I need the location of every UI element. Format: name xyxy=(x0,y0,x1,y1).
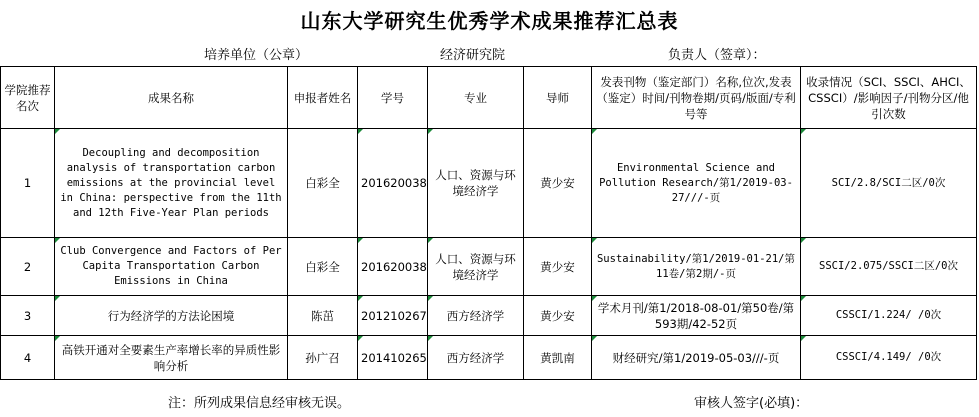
row-student-id: 201620038 xyxy=(358,238,428,296)
table-row xyxy=(1,238,977,296)
row-rank: 2 xyxy=(1,238,55,296)
header-publication: 发表刊物（鉴定部门）名称,位次,发表（鉴定）时间/刊物卷期/页码/版面/专利号等 xyxy=(592,67,801,129)
row-name: 陈茁 xyxy=(288,296,358,336)
row-advisor: 黄凯南 xyxy=(524,336,592,380)
header-major: 专业 xyxy=(428,67,524,129)
unit-value: 经济研究院 xyxy=(440,48,506,63)
row-rank: 1 xyxy=(1,129,55,238)
row-indexing: CSSCI/4.149/ /0次 xyxy=(801,336,977,380)
row-title: Decoupling and decomposition analysis of transportation carbon emissions at the provincial level in China: perspective from the 11th and 12th Five-Year Plan periods xyxy=(55,129,288,238)
table-row xyxy=(1,296,977,336)
row-name: 白彩全 xyxy=(288,129,358,238)
row-publication: 财经研究/第1/2019-05-03///-页 xyxy=(592,336,801,380)
row-major: 人口、资源与环境经济学 xyxy=(428,238,524,296)
header-name: 申报者姓名 xyxy=(288,67,358,129)
row-student-id: 201410265 xyxy=(358,336,428,380)
footer-note: 注：所列成果信息经审核无误。 xyxy=(168,396,351,411)
row-rank: 4 xyxy=(1,336,55,380)
row-rank: 3 xyxy=(1,296,55,336)
row-publication: Sustainability/第1/2019-01-21/第11卷/第2期/-页 xyxy=(592,238,801,296)
report-title: 山东大学研究生优秀学术成果推荐汇总表 xyxy=(300,8,679,33)
row-advisor: 黄少安 xyxy=(524,296,592,336)
unit-label: 培养单位（公章） xyxy=(204,48,309,63)
row-title: 高铁开通对全要素生产率增长率的异质性影响分析 xyxy=(55,336,288,380)
table-row xyxy=(1,336,977,380)
header-title: 成果名称 xyxy=(55,67,288,129)
row-indexing: SSCI/2.075/SSCI二区/0次 xyxy=(801,238,977,296)
results-table xyxy=(0,66,977,380)
row-name: 白彩全 xyxy=(288,238,358,296)
header-indexing: 收录情况（SCI、SSCI、AHCI、CSSCI）/影响因子/刊物分区/他引次数 xyxy=(801,67,977,129)
row-advisor: 黄少安 xyxy=(524,129,592,238)
row-indexing: SCI/2.8/SCI二区/0次 xyxy=(801,129,977,238)
table-row xyxy=(1,129,977,238)
row-major: 西方经济学 xyxy=(428,296,524,336)
row-name: 孙广召 xyxy=(288,336,358,380)
reviewer-label: 审核人签字(必填)： xyxy=(694,396,809,411)
info-row xyxy=(0,38,979,66)
header-advisor: 导师 xyxy=(524,67,592,129)
footer-row xyxy=(0,386,979,414)
manager-label: 负责人（签章）： xyxy=(668,48,766,63)
header-row xyxy=(1,67,977,129)
row-advisor: 黄少安 xyxy=(524,238,592,296)
row-title: 行为经济学的方法论困境 xyxy=(55,296,288,336)
row-publication: Environmental Science and Pollution Research/第1/2019-03-27///-页 xyxy=(592,129,801,238)
header-rank: 学院推荐名次 xyxy=(1,67,55,129)
row-indexing: CSSCI/1.224/ /0次 xyxy=(801,296,977,336)
row-student-id: 201210267 xyxy=(358,296,428,336)
row-major: 西方经济学 xyxy=(428,336,524,380)
header-student-id: 学号 xyxy=(358,67,428,129)
row-major: 人口、资源与环境经济学 xyxy=(428,129,524,238)
row-title: Club Convergence and Factors of Per Capita Transportation Carbon Emissions in China xyxy=(55,238,288,296)
row-student-id: 201620038 xyxy=(358,129,428,238)
row-publication: 学术月刊/第1/2018-08-01/第50卷/第593期/42-52页 xyxy=(592,296,801,336)
